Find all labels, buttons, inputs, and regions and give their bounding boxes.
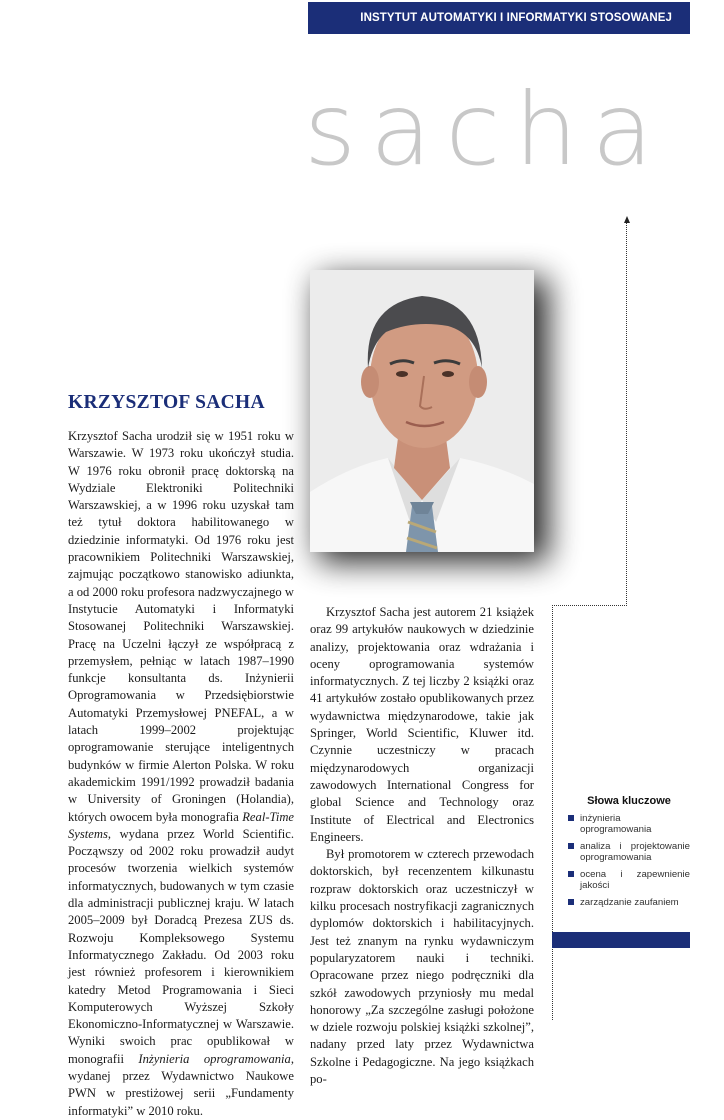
keywords-title: Słowa kluczowe <box>587 795 671 807</box>
keyword-item: ocena i zapewnienie jakości <box>568 869 690 891</box>
biography-column <box>68 428 294 1120</box>
achievements-paragraph-2: Był promotorem w czterech przewodach doktorskich, był recenzentem kilkunastu rozpraw doktorskich oraz uczestniczył w kilku procesach nostryfikacji zagranicznych dyplomów doktorskich i habilitacyjnych. Jest też znanym na rynku wydawniczym popularyzatorem nauki i techniki. Opracowane przez niego podręczniki dla szkół zawodowych przyniosły mu medal honorowy „Za szczególne zasługi położone w dziele rozwoju polskiej książki szkolnej”, nadany przed laty przez Wydawnictwa Szkolne i Pedagogiczne. Na jego książkach po- <box>310 847 534 1087</box>
keywords-box <box>568 795 690 914</box>
achievements-column <box>310 604 534 1088</box>
monograph-title-software-engineering: Inżynieria oprogramowania <box>138 1051 291 1066</box>
dotted-line-vertical-right <box>626 222 627 606</box>
header-bar <box>308 2 690 34</box>
dotted-line-horizontal <box>552 605 627 606</box>
keywords-list <box>568 813 690 908</box>
biography-text-end: , wydanej przez Wydawnictwo Naukowe PWN w prestiżowej serii „Fundamenty informatyki” w 2010 roku. <box>68 1051 295 1118</box>
arrow-up-icon <box>624 216 630 223</box>
keyword-item: inżynieria oprogramowania <box>568 813 690 835</box>
surname-decorative-heading: sacha <box>304 80 668 188</box>
keyword-item: zarządzanie zaufaniem <box>568 897 690 908</box>
monograph-title-realtime: Real-Time Systems <box>68 809 294 841</box>
author-portrait <box>310 270 534 552</box>
footer-accent-bar <box>552 932 690 948</box>
portrait-illustration <box>310 270 534 552</box>
biography-text-start: Krzysztof Sacha urodził się w 1951 roku w Warszawie. W 1973 roku ukończył studia. W 1976 roku obronił pracę doktorską na Wydziale Elektroniki Politechniki Warszawskiej, a w 1996 roku uzyskał tam też tytuł doktora habilitowanego w dziedzinie informatyki. Od 1976 roku jest pracownikiem Politechniki Warszawskiej, zajmując początkowo stanowisko adiunkta, a od 2000 roku profesora nadzwyczajnego w Instytucie Automatyki i Informatyki Stosowanej Politechniki Warszawskiej. Pracę na Uczelni łączył ze współpracą z przemysłem, pełniąc w latach 1987–1990 funkcje konsultanta ds. Inżynierii Oprogramowania w Przedsiębiorstwie Automatyki Przemysłowej PNEFAL, a w latach 1999–2002 projektując oprogramowanie sterujące inteligentnych budynków w firmie Alerton Polska. W roku akademickim 1991/1992 prowadził badania w University of Groningen (Holandia), których owocem była monografia <box>68 429 294 824</box>
institute-name: INSTYTUT AUTOMATYKI I INFORMATYKI STOSOWANEJ <box>360 12 672 24</box>
author-name-heading: KRZYSZTOF SACHA <box>68 392 265 413</box>
keyword-item: analiza i projektowanie oprogramowania <box>568 841 690 863</box>
biography-text-middle: , wydana przez World Scientific. Począwszy od 2002 roku prowadził audyt procesów tworzenia wielkich systemów informatycznych, budowanych w tym czasie dla administracji publicznej kraju. W latach 2005–2009 był Doradcą Prezesa ZUS ds. Rozwoju Kompleksowego Systemu Informatycznego Zakładu. Od 2003 roku jest również profesorem i kierownikiem katedry Metod Programowania i Sieci Komputerowych Wyższej Szkoły Ekonomiczno-Informatycznej w Warszawie. Wyniki swoich prac opublikował w monografii <box>68 826 294 1066</box>
achievements-paragraph-1: Krzysztof Sacha jest autorem 21 książek oraz 99 artykułów naukowych w dziedzinie analizy, projektowania oraz wdrażania i oceny oprogramowania systemów informatycznych. Z tej liczby 2 książki oraz 41 artykułów zostało opublikowanych przez wydawnictwa międzynarodowe, takie jak Springer, World Scientific, Kluwer itd. Czynnie uczestniczy w pracach międzynarodowych organizacji zawodowych International Congress for global Science and Technology oraz Institute of Electrical and Electronics Engineers. <box>310 605 534 844</box>
dotted-line-vertical-left <box>552 605 553 1020</box>
